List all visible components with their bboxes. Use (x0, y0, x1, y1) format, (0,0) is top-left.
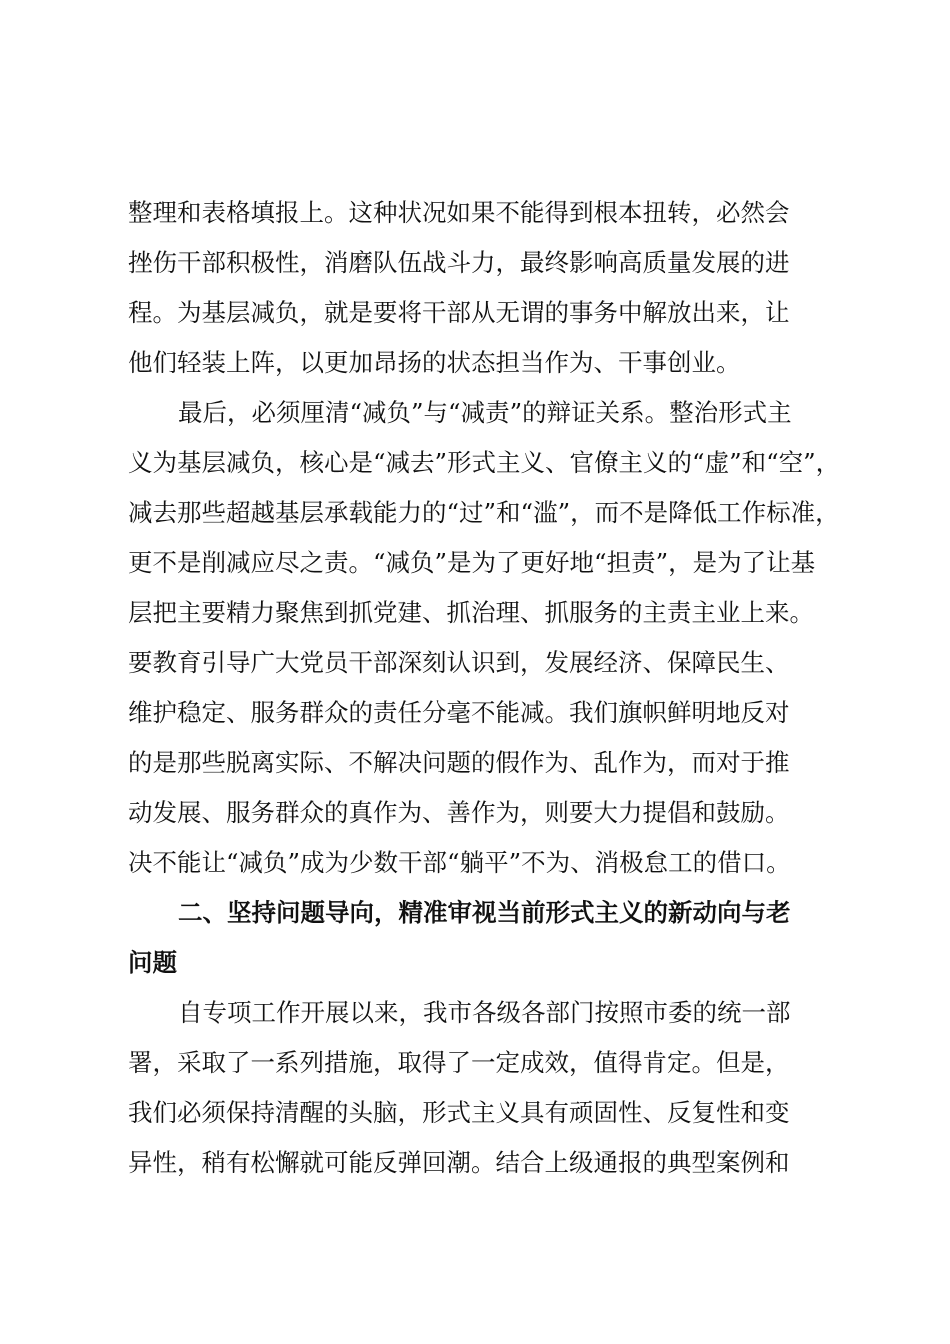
text-line: 我们必须保持清醒的头脑，形式主义具有顽固性、反复性和变 (128, 1098, 790, 1127)
document-body (128, 188, 841, 1188)
text-line: 义为基层减负，核心是“减去”形式主义、官僚主义的“虚”和“空”， (128, 448, 841, 477)
text-line: 决不能让“减负”成为少数干部“躺平”不为、消极怠工的借口。 (128, 848, 791, 877)
text-line: 最后，必须厘清“减负”与“减责”的辩证关系。整治形式主 (178, 398, 792, 427)
paragraph-next (128, 988, 828, 1188)
text-line: 自专项工作开展以来，我市各级各部门按照市委的统一部 (178, 998, 791, 1027)
text-line: 他们轻装上阵，以更加昂扬的状态担当作为、干事创业。 (128, 348, 741, 377)
text-line: 维护稳定、服务群众的责任分毫不能减。我们旗帜鲜明地反对 (128, 698, 790, 727)
text-line: 整理和表格填报上。这种状况如果不能得到根本扭转，必然会 (128, 198, 790, 227)
text-line: 异性，稍有松懈就可能反弹回潮。结合上级通报的典型案例和 (128, 1148, 790, 1177)
text-line: 署，采取了一系列措施，取得了一定成效，值得肯定。但是， (128, 1048, 790, 1077)
text-line: 挫伤干部积极性，消磨队伍战斗力，最终影响高质量发展的进 (128, 248, 790, 277)
text-line: 要教育引导广大党员干部深刻认识到，发展经济、保障民生、 (128, 648, 790, 677)
heading-line: 二、坚持问题导向，精准审视当前形式主义的新动向与老 (178, 898, 791, 927)
text-line: 的是那些脱离实际、不解决问题的假作为、乱作为，而对于推 (128, 748, 790, 777)
paragraph-dialectical-relation (128, 388, 841, 888)
text-line: 层把主要精力聚焦到抓党建、抓治理、抓服务的主责主业上来。 (128, 598, 814, 627)
text-line: 动发展、服务群众的真作为、善作为，则要大力提倡和鼓励。 (128, 798, 790, 827)
text-line: 更不是削减应尽之责。“减负”是为了更好地“担责”，是为了让基 (128, 548, 816, 577)
paragraph-continued (128, 188, 828, 388)
text-line: 减去那些超越基层承载能力的“过”和“滥”，而不是降低工作标准， (128, 498, 840, 527)
heading-line: 问题 (128, 948, 177, 977)
text-line: 程。为基层减负，就是要将干部从无谓的事务中解放出来，让 (128, 298, 790, 327)
section-heading (128, 888, 828, 988)
